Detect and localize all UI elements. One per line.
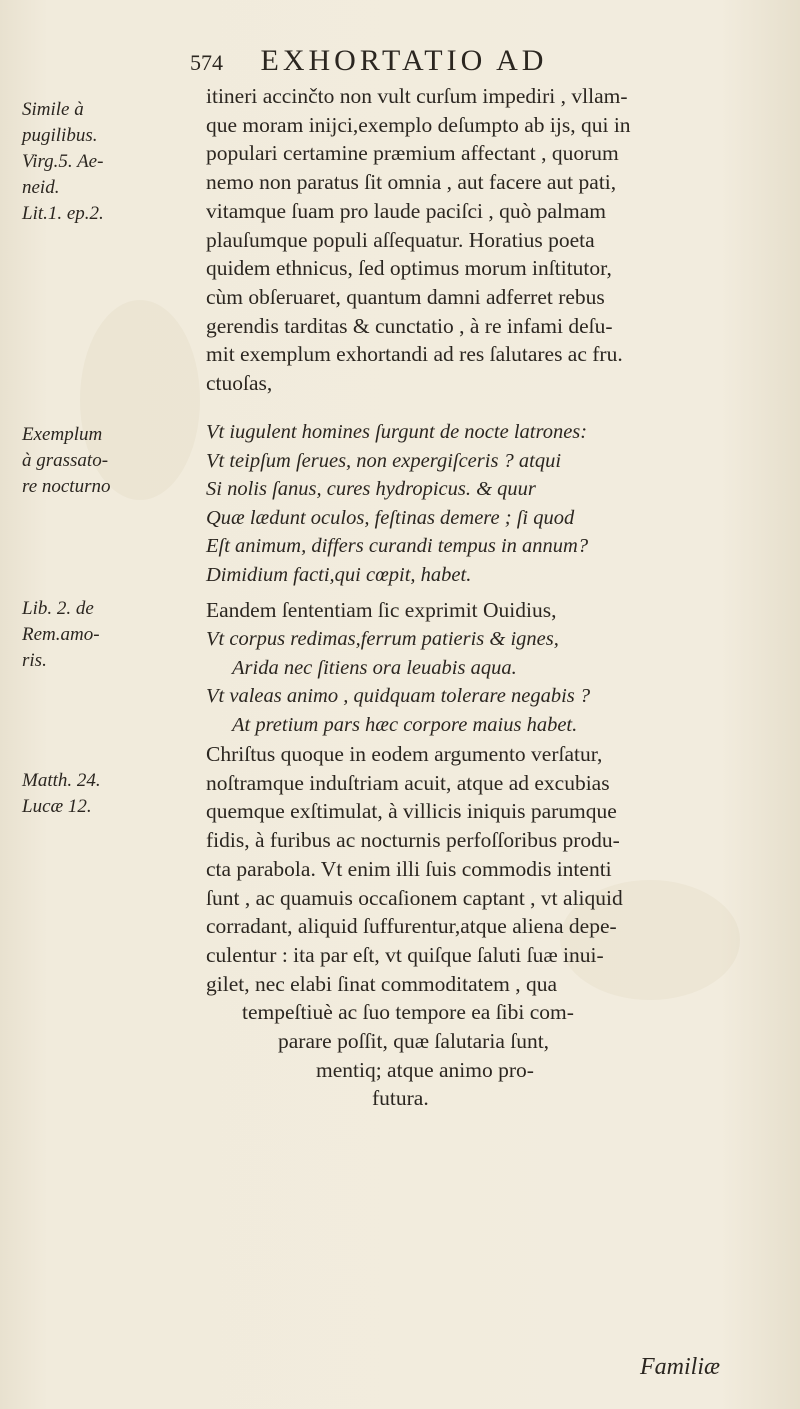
margin-line: Exemplum xyxy=(22,424,103,445)
verse-line: Dimidium facti,qui cœpit, habet. xyxy=(206,563,472,586)
text-line: mentiq; atque animo pro- xyxy=(316,1057,534,1082)
text-line: itineri accinčto non vult curſum impediri , vllam- xyxy=(206,84,628,108)
text-line: fidis, à furibus ac nocturnis perfoſſoribus produ- xyxy=(206,828,620,853)
verse-line: Vt valeas animo , quidquam tolerare negabis ? xyxy=(206,685,591,707)
catchword: Familiæ xyxy=(640,1354,721,1380)
verse-line: Eſt animum, differs curandi tempus in annum? xyxy=(206,535,589,557)
margin-note-matthew xyxy=(22,768,182,820)
text-line: mit exemplum exhortandi ad res ſalutares ac fru. xyxy=(206,342,623,367)
text-line: cta parabola. Vt enim illi ſuis commodis intenti xyxy=(206,856,612,881)
margin-line: neid. xyxy=(22,177,60,198)
margin-line: Matth. 24. xyxy=(22,770,101,791)
margin-line: à grassato- xyxy=(22,450,109,471)
margin-line: Simile à xyxy=(22,99,84,120)
text-line: quemque exſtimulat, à villicis iniquis parumque xyxy=(206,799,617,824)
verse-line: Quæ lædunt oculos, feſtinas demere ; ſi quod xyxy=(206,506,575,529)
text-line: vitamque ſuam pro laude paciſci , quò palmam xyxy=(206,198,607,223)
text-line: gilet, nec elabi ſinat commoditatem , qua xyxy=(206,971,558,996)
text-line: corradant, aliquid ſuffurentur,atque aliena depe- xyxy=(206,914,617,939)
running-title: EXHORTATIO AD xyxy=(260,44,548,77)
margin-line: Rem.amo- xyxy=(22,624,100,645)
margin-line: Lib. 2. de xyxy=(22,598,94,619)
text-line: que moram inijci,exemplo deſumpto ab ijs, qui in xyxy=(206,112,631,137)
verse-line: Arida nec ſitiens ora leuabis aqua. xyxy=(232,656,517,679)
text-line: quidem ethnicus, ſed optimus morum inſtitutor, xyxy=(206,256,612,281)
running-head xyxy=(190,44,750,78)
margin-line: re nocturno xyxy=(22,476,111,497)
text-line: futura. xyxy=(372,1086,429,1111)
text-line: cùm obſeruaret, quantum damni adferret rebus xyxy=(206,284,605,309)
paragraph-christ-parable xyxy=(206,740,766,1113)
verse-line: Si nolis ſanus, cures hydropicus. & quur xyxy=(206,478,536,500)
text-line: Eandem ſententiam ſic exprimit Ouidius, xyxy=(206,598,557,622)
text-line: tempeſtiuè ac ſuo tempore ea ſibi com- xyxy=(242,1000,574,1025)
margin-line: Virg.5. Ae- xyxy=(22,151,104,172)
text-line: Chriſtus quoque in eodem argumento verſatur, xyxy=(206,742,603,766)
text-line: plauſumque populi aſſequatur. Horatius poeta xyxy=(206,227,595,252)
margin-line: Lucæ 12. xyxy=(22,796,92,817)
margin-line: ris. xyxy=(22,650,47,671)
margin-line: Lit.1. ep.2. xyxy=(22,203,104,224)
verse-horace xyxy=(206,418,766,589)
text-line: ſunt , ac quamuis occaſionem captant , vt aliquid xyxy=(206,885,623,910)
text-line: parare poſſit, quæ ſalutaria ſunt, xyxy=(278,1029,550,1054)
margin-note-simile xyxy=(22,97,182,227)
page-number: 574 xyxy=(190,50,223,75)
margin-note-ovid xyxy=(22,596,182,674)
text-line: populari certamine præmium affectant , quorum xyxy=(206,141,619,166)
text-line: gerendis tarditas & cunctatio , à re infami deſu- xyxy=(206,313,613,338)
verse-line: Vt teipſum ſerues, non expergiſceris ? atqui xyxy=(206,449,562,472)
verse-ovid xyxy=(206,625,766,739)
text-line: culentur : ita par eſt, vt quiſque ſaluti ſuæ inui- xyxy=(206,942,604,967)
text-line: nemo non paratus ſit omnia , aut facere aut pati, xyxy=(206,170,617,195)
verse-line: Vt corpus redimas,ferrum patieris & ignes, xyxy=(206,628,559,650)
text-line: ctuoſas, xyxy=(206,371,273,396)
paragraph-ovid-intro xyxy=(206,596,766,625)
margin-note-exemplum xyxy=(22,422,182,500)
verse-line: Vt iugulent homines ſurgunt de nocte latrones: xyxy=(206,421,588,443)
margin-line: pugilibus. xyxy=(22,125,98,146)
verse-line: At pretium pars hæc corpore maius habet. xyxy=(232,713,578,736)
text-line: noſtramque induſtriam acuit, atque ad excubias xyxy=(206,770,610,795)
paragraph-horace-intro xyxy=(206,82,766,398)
